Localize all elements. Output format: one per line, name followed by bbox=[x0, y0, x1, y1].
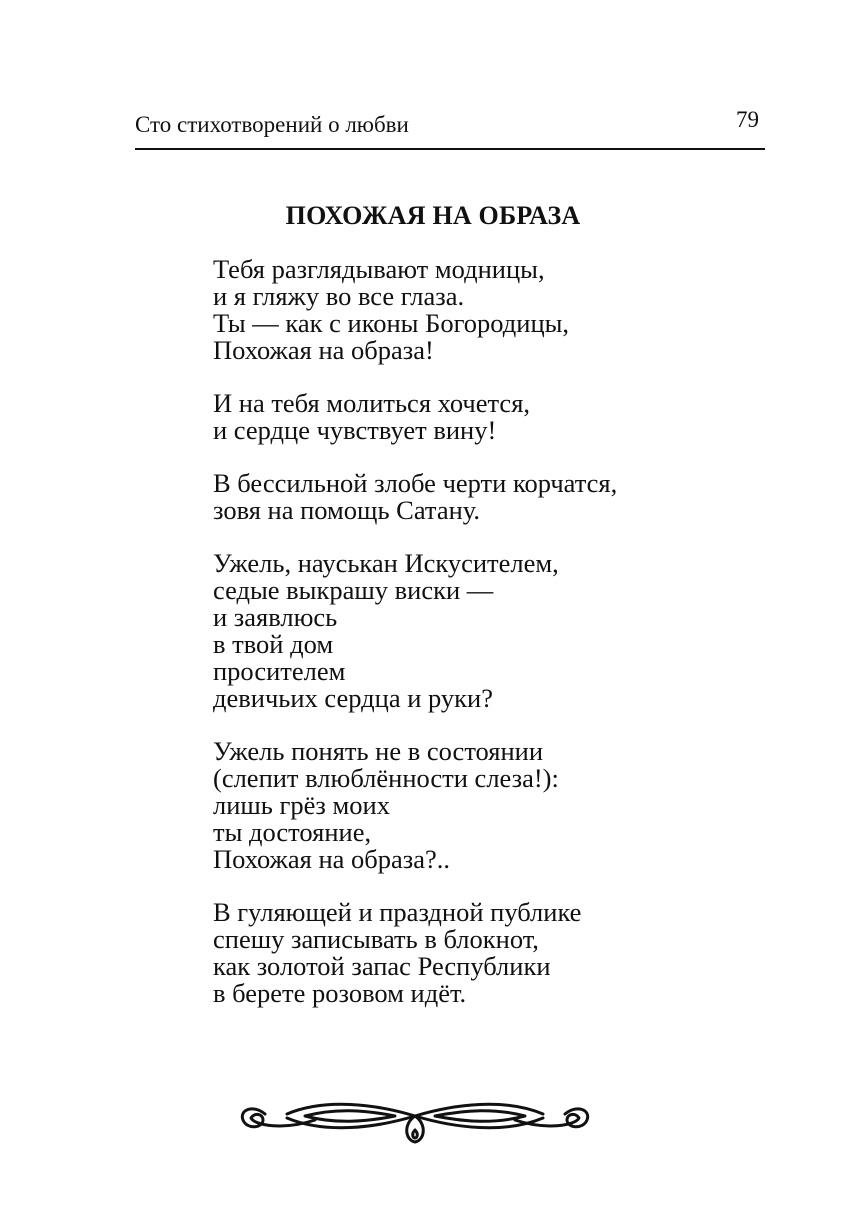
poem-line: спешу записывать в блокнот, bbox=[213, 924, 539, 954]
stanza bbox=[213, 899, 773, 1007]
running-header bbox=[135, 107, 765, 150]
poem-line: и заявлюсь bbox=[213, 602, 338, 632]
stanza bbox=[213, 738, 773, 873]
poem-line: В бессильной злобе черти корчатся, bbox=[213, 468, 618, 498]
poem-line: в твой дом bbox=[213, 629, 334, 659]
poem-line: Похожая на образа! bbox=[213, 335, 434, 365]
poem-line: Ужель понять не в состоянии bbox=[213, 736, 544, 766]
poem-line: Ты — как с иконы Богородицы, bbox=[213, 308, 570, 338]
poem-line: лишь грёз моих bbox=[213, 790, 390, 820]
poem-line: в берете розовом идёт. bbox=[213, 978, 467, 1008]
poem-line: просителем bbox=[213, 656, 346, 686]
poem-line: Ужель, науськан Искусителем, bbox=[213, 548, 559, 578]
poem-line: как золотой запас Республики bbox=[213, 951, 551, 981]
poem-line: В гуляющей и праздной публике bbox=[213, 897, 582, 927]
stanza bbox=[213, 550, 773, 712]
book-title: Сто стихотворений о любви bbox=[135, 112, 409, 137]
stanza bbox=[213, 256, 773, 364]
poem-line: Тебя разглядывают модницы, bbox=[213, 254, 545, 284]
poem-line: и сердце чувствует вину! bbox=[213, 415, 497, 445]
poem-line: ты достояние, bbox=[213, 817, 372, 847]
poem-title: ПОХОЖАЯ НА ОБРАЗА bbox=[285, 201, 581, 230]
scroll-flourish-ornament-icon bbox=[235, 1090, 595, 1150]
poem-line: девичьих сердца и руки? bbox=[213, 683, 493, 713]
poem-line: (слепит влюблённости слеза!): bbox=[213, 763, 559, 793]
poem-line: Похожая на образа?.. bbox=[213, 844, 450, 874]
poem-line: седые выкрашу виски — bbox=[213, 575, 494, 605]
stanza bbox=[213, 470, 773, 524]
poem-line: зовя на помощь Сатану. bbox=[213, 495, 480, 525]
poem-body bbox=[213, 256, 773, 1033]
poem-line: И на тебя молиться хочется, bbox=[213, 388, 531, 418]
page-number: 79 bbox=[736, 107, 759, 132]
poem-line: и я гляжу во все глаза. bbox=[213, 281, 465, 311]
stanza bbox=[213, 390, 773, 444]
